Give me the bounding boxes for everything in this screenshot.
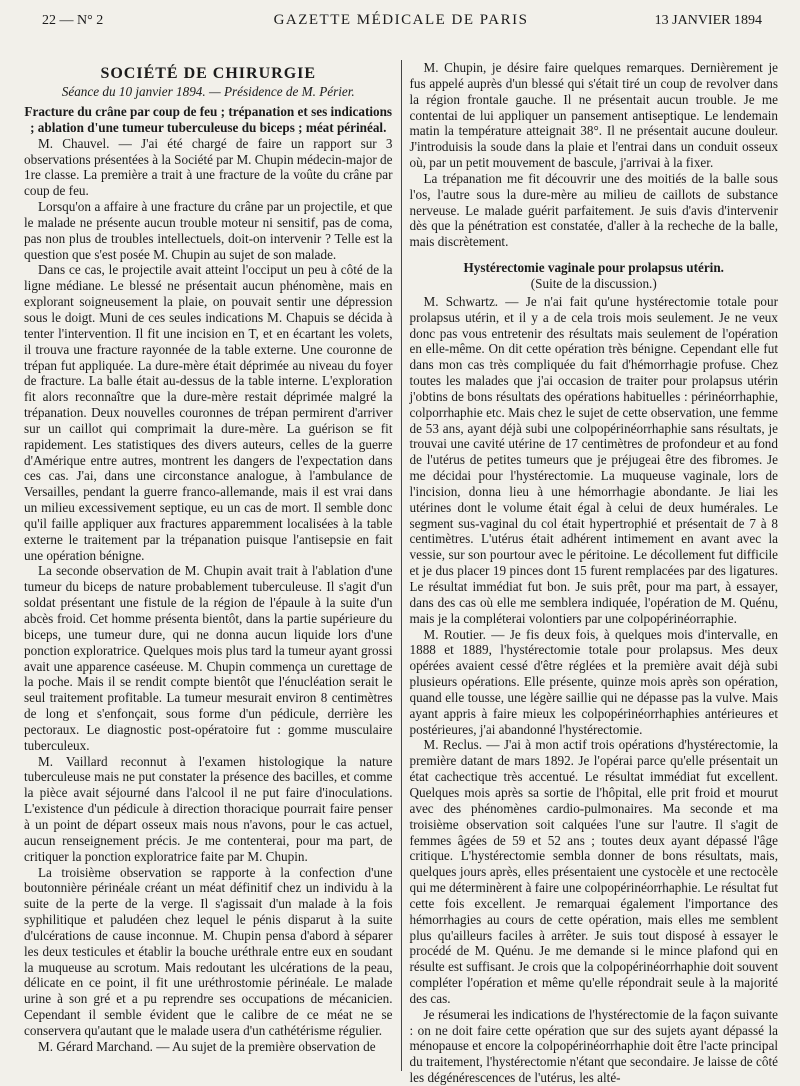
paragraph: Lorsqu'on a affaire à une fracture du crâne par un projectile, et que le malade ne présente aucun trouble moteur ni sensitif, pas de coma, pas non plus de troubles intellectuels, doit-on intervenir ? Telle est la question que s'est posée M. Chupin au sujet de son malade. — [24, 199, 393, 262]
paragraph: M. Chupin, je désire faire quelques remarques. Dernièrement je fus appelé auprès d'un blessé qui s'était tiré un coup de revolver dans la région frontale gauche. Il ne présentait aucun trouble. Je me contentai de lui appliquer un pansement antiseptique. Le lendemain matin la température atteignait 38°. Il ne présentait aucune douleur. J'introduisis la soude dans la plaie et l'entrai dans un conduit osseux où, par un petit mouvement de bascule, j'arrivai à la fixer. — [409, 60, 778, 171]
paragraph: La seconde observation de M. Chupin avait trait à l'ablation d'une tumeur du biceps de nature probablement tuberculeuse. Il s'agit d'un soldat présentant une fistule de la région de l'épaule à la suite d'un abcès froid. Cet homme présenta bientôt, dans la partie supérieure du biceps, une tumeur dure, qui ne donna aucun liquide lors d'une ponction exploratrice. Quelques mois plus tard la tumeur ayant grossi avait une apparence caséeuse. M. Chupin commença un curettage de la poche. Mais il se rendit compte bientôt que l'énucléation serait le seul traitement profitable. La tumeur mesurait environ 8 centimètres de long et s'enfonçait, sous forme d'un pédicule, derrière les pectoraux. Le diagnostic post-opératoire fut : gomme musculaire tuberculeux. — [24, 563, 393, 753]
paragraph: M. Gérard Marchand. — Au sujet de la première observation de — [38, 1038, 376, 1054]
paragraph: La troisième observation se rapporte à la confection d'une boutonnière périnéale créant un méat définitif chez un individu à la suite de la perte de la verge. Il s'agissait d'un malade à la fois syphilitique et paludéen chez lequel le pénis disparut à la suite d'ulcérations de cause inconnue. M. Chupin pensa d'abord à séparer les deux testicules et établir la bouche uréthrale entre eux en soudant la muqueuse au scrotum. Mais redoutant les ulcérations de la peau, délicate en ce point, il fit une uréthrostomie périnéale. Le malade urine à son gré et a pu reprendre ses occupations de mécanicien. Cependant il semble évident que le calibre de ce méat ne se conservera qu'autant que le malade usera d'un cathétérisme régulier. — [24, 864, 393, 1038]
left-column — [24, 60, 401, 1071]
section-title: SOCIÉTÉ DE CHIRURGIE — [100, 65, 317, 82]
paragraph: M. Reclus. — J'ai à mon actif trois opérations d'hystérectomie, la première datant de mars 1892. Je l'opérai parce qu'elle présentait un état cachectique très accentué. Le résultat immédiat fut excellent. Quelques mois après sa sortie de l'hôpital, elle prit froid et mourut avec des phénomènes cardio-pulmonaires. Ma seconde et ma troisième observation soit calquées l'une sur l'autre. Il s'agit de femmes âgées de 59 et 52 ans ; toutes deux ayant dépassé l'âge critique. L'hystérectomie sembla donner de bons résultats, mais, quelques jours après, elles présentaient une cystocèle et une rectocèle qui me déterminèrent à faire une colpopérinéorrhaphie. Le résultat fut cette fois excellent. Je remarquai également l'importance des hémorrhagies au cours de cette opération, mais elles me semblent plus qu'ailleurs faciles à arrêter. Je suis tout disposé à essayer le procédé de M. Quénu. Je me demande si le mince plafond qui en résulte est suffisant. Je crois que la colpopérinéorrhaphie doit souvent compléter l'opération et même qu'elle répondrait seule à la majorité des cas. — [409, 737, 778, 1006]
session-line: Séance du 10 janvier 1894. — Présidence de M. Périer. — [61, 84, 355, 99]
article-title: Hystérectomie vaginale pour prolapsus utérin. — [463, 260, 724, 276]
page-header — [24, 0, 778, 38]
article-title: Fracture du crâne par coup de feu ; trépanation et ses indications ; ablation d'une tumeur tuberculeuse du biceps ; méat périnéal. — [24, 104, 393, 135]
paragraph: M. Schwartz. — Je n'ai fait qu'une hystérectomie totale pour prolapsus utérin, et il y a de cela trois mois seulement. Je ne veux donc pas vous entretenir des résultats mais seulement de l'opération en elle-même. On dit cette opération très bénigne. Cependant elle fut dans mon cas très compliquée du fait d'hémorrhagie profuse. Chez toutes les malades que j'ai occasion de traiter pour prolapsus utérin j'obtins de bons résultats des opérations habituelles : périnéorrhaphie, colporrhaphie etc. Mais chez le sujet de cette observation, une femme de 53 ans, ayant déjà subi une colpopérinéorrhaphie sans résultats, je trouvai une cavité utérine de 17 centimètres de profondeur et au fond de l'utérus de petites tumeurs que je préjugeai être des fibromes. Je me décidai pour l'hystérectomie. La muqueuse vaginale, lors de l'incision, donna lieu à une hémorrhagie abondante. Je liai les utérines dont le volume était égal à celui de deux humérales. Le segment sus-vaginal du col était hypertrophié et présentait de 7 à 8 centimètres. L'utérus était adhérent intimement en avant avec la vessie, sur son pourtour avec le péritoine. Le décollement fut difficile et je dus placer 19 pinces dont 15 furent remplacées par des ligatures. Le résultat immédiat fut bon. Je suis prêt, pour ma part, à essayer, dans des cas où elle me semblera indiquée, l'opération de M. Quénu, mais je la compléterai volontiers par une colpopérinéorraphie. — [409, 293, 778, 626]
paragraph: Je résumerai les indications de l'hystérectomie de la façon suivante : on ne doit faire cette opération que sur des sujets ayant dépassé la ménopause et encore la colpopérinéorrhaphie doit être l'acte principal du traitement, l'hystérectomie n'étant que secondaire. Je laisse de côté les dégénérescences de l'utérus, les alté- — [409, 1006, 778, 1086]
journal-title: GAZETTE MÉDICALE DE PARIS — [273, 12, 529, 28]
paragraph: M. Routier. — Je fis deux fois, à quelques mois d'intervalle, en 1888 et 1889, l'hystérectomie totale pour prolapsus. Mes deux opérées avaient cessé d'être réglées et la première avait déjà subi plusieurs opérations. Elle présente, quinze mois après son opération, quand elle tousse, une légère saillie qui ne dépasse pas la vulve. Mais ayant appris à faire mieux les colpopérinéorrhaphies antérieures et postérieures, j'ai abandonné l'hystérectomie. — [409, 626, 778, 737]
paragraph: M. Vaillard reconnut à l'examen histologique la nature tuberculeuse mais ne put constater la présence des bacilles, et comme la pièce avait séjourné dans l'alcool il ne put faire d'inoculations. L'existence d'un pédicule à direction thoracique pourrait faire penser à un point de départ osseux mais nous n'avons, pour le cas actuel, aucun renseignement précis. Je me contenterai, pour ma part, de critiquer la ponction exploratrice faite par M. Chupin. — [24, 753, 393, 864]
issue-date: 13 JANVIER 1894 — [654, 13, 762, 28]
page-number: 22 — N° 2 — [42, 13, 104, 28]
paragraph: M. Chauvel. — J'ai été chargé de faire un rapport sur 3 observations présentées à la Société par M. Chupin médecin-major de 1re classe. La première a trait à une fracture de la voûte du crâne par coup de feu. — [24, 135, 393, 199]
text-columns — [24, 60, 778, 1086]
article-subtitle: (Suite de la discussion.) — [530, 275, 657, 291]
paragraph: La trépanation me fit découvrir une des moitiés de la balle sous l'os, l'autre sous la dure-mère au milieu de caillots de substance nerveuse. Le malade guérit parfaitement. Je suis d'avis d'intervenir dès que la pénétration est constatée, d'aller à la recheche de la balle, mais discrètement. — [409, 170, 778, 250]
right-column — [402, 60, 779, 1086]
paragraph: Dans ce cas, le projectile avait atteint l'occiput un peu à côté de la ligne médiane. Le blessé ne présentait aucun phénomène, mais en explorant soigneusement la plaie, on pouvait sentir une dépression sous le doigt. Muni de ces seules indications M. Chapuis se décida à tenter l'intervention. Il fit une incision en T, et en écartant les volets, il trouva une fracture rayonnée de la table externe. Une couronne de trépan fut appliquée. La dure-mère était déprimée au niveau du foyer de fracture. La balle était au-dessus de la table interne. L'exploration fit alors reconnaître que la dure-mère restait déprimée malgré la trépanation. Deux nouvelles couronnes de trépan permirent d'arriver sur un caillot qui comprimait la dure-mère. La guérison se fit rapidement. Les statistiques des divers auteurs, celles de la guerre d'Amérique entre autres, montrent les dangers de l'expectation dans ces cas. J'ai, dans une circonstance analogue, à l'ambulance de Versailles, pendant la guerre franco-allemande, mais il est vrai dans un milieu excessivement septique, eu un cas de mort. Il semble donc qu'il faille appliquer aux fractures apparemment localisées à la table externe le traitement par la trépanation puisque l'antisepsie en fait une opération bénigne. — [24, 262, 393, 563]
